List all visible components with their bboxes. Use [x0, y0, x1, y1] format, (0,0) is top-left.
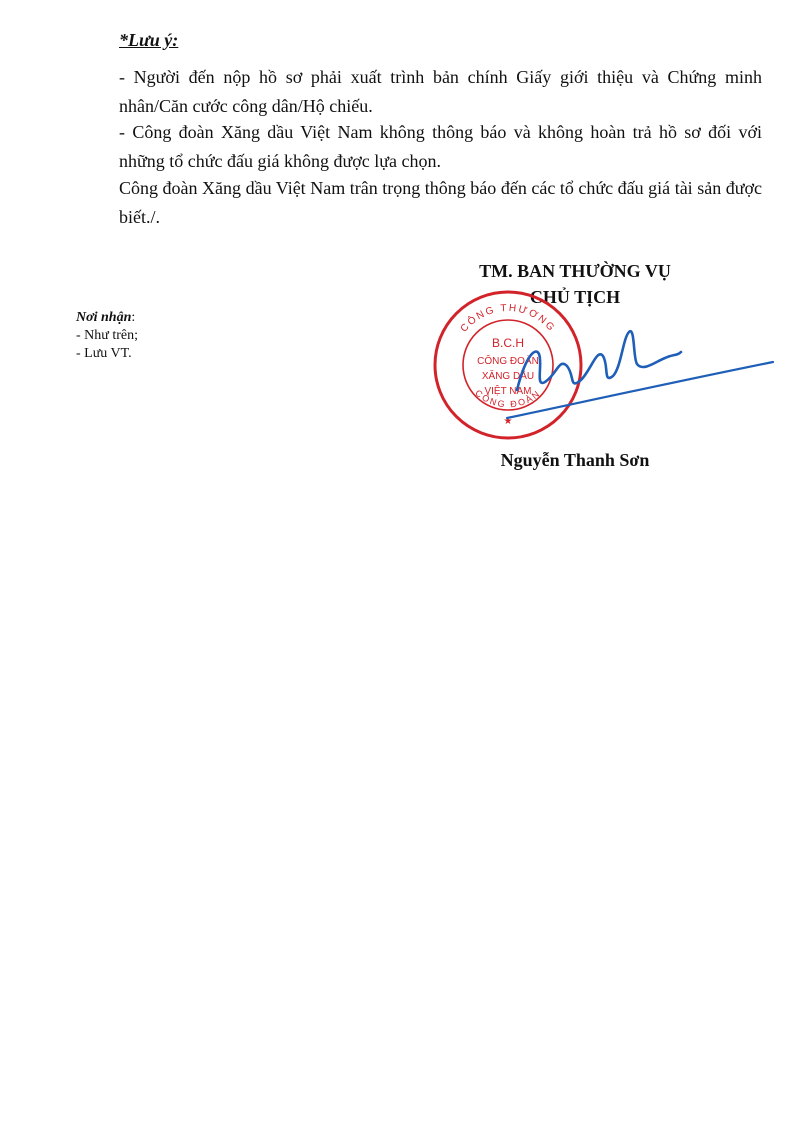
signature-title-line2: CHỦ TỊCH	[529, 287, 621, 307]
seal-center-line2: CÔNG ĐOÀN	[477, 356, 539, 367]
seal-ring-text: CÔNG THƯƠNG	[458, 302, 558, 335]
recipients-label: Nơi nhận	[76, 310, 132, 325]
closing-paragraph-text: Công đoàn Xăng dầu Việt Nam trân trọng thông báo đến các tổ chức đấu giá tài sản được biết./.	[119, 178, 762, 227]
note-paragraph-2	[78, 118, 762, 176]
seal-star-icon: ★	[503, 416, 513, 427]
signature-title-line1: TM. BAN THƯỜNG VỤ	[479, 261, 671, 281]
recipients-block	[76, 309, 138, 363]
recipients-label-suffix: :	[131, 310, 136, 325]
recipient-item-2: - Lưu VT.	[76, 346, 132, 361]
signer-name: Nguyễn Thanh Sơn	[500, 450, 650, 470]
recipient-item-1: - Như trên;	[76, 328, 139, 343]
note-paragraph-2-text: - Công đoàn Xăng dầu Việt Nam không thông báo và không hoàn trả hồ sơ đối với những tổ chức đấu giá không được lựa chọn.	[119, 122, 762, 171]
handwritten-signature-icon	[505, 318, 775, 428]
seal-center-line1: B.C.H	[491, 336, 525, 350]
closing-paragraph	[78, 174, 762, 232]
seal-center-line4: VIỆT NAM	[484, 386, 532, 397]
seal-center-line3: XĂNG DẦU	[481, 371, 535, 382]
note-paragraph-1-text: - Người đến nộp hồ sơ phải xuất trình bản chính Giấy giới thiệu và Chứng minh nhân/Căn cước công dân/Hộ chiếu.	[119, 67, 762, 116]
recipients-label-row	[76, 309, 138, 327]
seal-ring-text-bottom: CÔNG ĐOÀN	[473, 387, 543, 410]
note-title: *Lưu ý:	[119, 30, 179, 50]
note-paragraph-1	[78, 63, 762, 121]
